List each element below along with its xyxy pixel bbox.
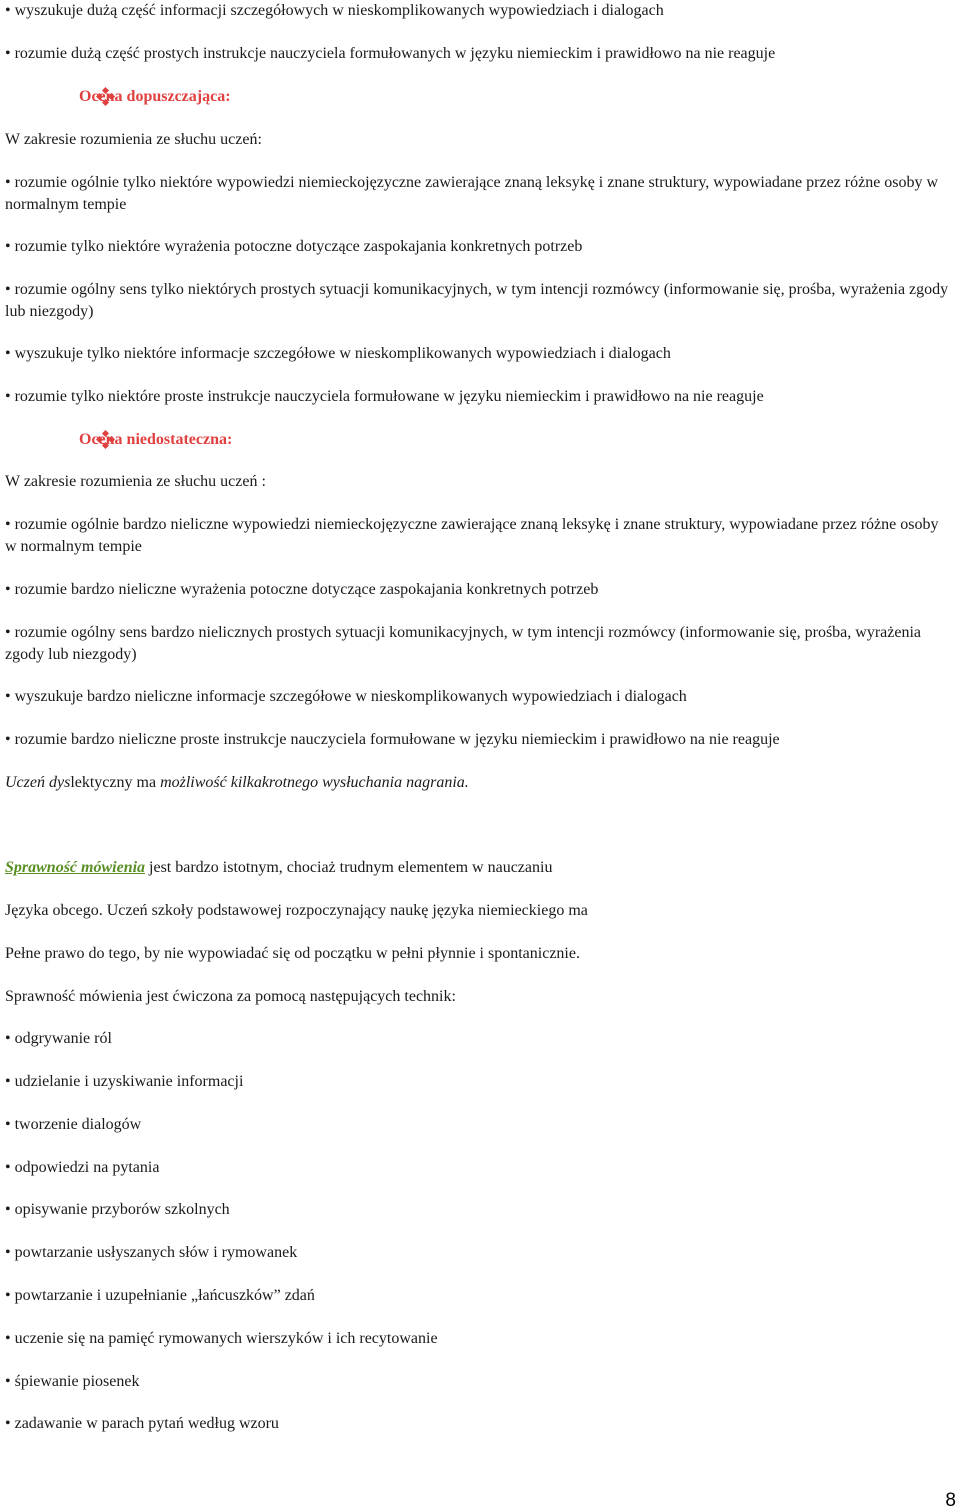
- list-item: • rozumie ogólny sens bardzo nielicznych prostych sytuacji komunikacyjnych, w tym intencji rozmówcy (informowanie się, prośba, wyrażenia zgody lub niezgody): [5, 624, 922, 663]
- list-item: • rozumie ogólnie bardzo nieliczne wypowiedzi niemieckojęzyczne zawierające znaną leksykę i znane struktury, wypowiadane przez różne osoby w normalnym tempie: [5, 516, 939, 555]
- technique-item: • śpiewanie piosenek: [5, 1373, 140, 1390]
- dyslexia-note-part: Uczeń: [5, 774, 49, 791]
- speaking-paragraph-line: [5, 857, 950, 879]
- technique-item: • powtarzanie usłyszanych słów i rymowanek: [5, 1244, 298, 1261]
- technique-item: • odgrywanie ról: [5, 1030, 112, 1047]
- technique-item: • tworzenie dialogów: [5, 1116, 142, 1133]
- speaking-link[interactable]: Sprawność mówienia: [5, 859, 146, 876]
- heading-text: Ocena niedostateczna:: [79, 431, 233, 448]
- technique-item: • udzielanie i uzyskiwanie informacji: [5, 1073, 244, 1090]
- list-item: • rozumie ogólnie tylko niektóre wypowiedzi niemieckojęzyczne zawierające znaną leksykę i znane struktury, wypowiadane przez różne osoby w normalnym tempie: [5, 174, 939, 213]
- speaking-line-rest: jest bardzo istotnym, chociaż trudnym elementem w nauczaniu: [145, 859, 553, 876]
- heading-text: Ocena dopuszczająca:: [79, 88, 231, 105]
- dyslexia-note-part: lektyczny ma: [70, 774, 161, 791]
- speaking-paragraph-line: Języka obcego. Uczeń szkoły podstawowej rozpoczynający naukę języka niemieckiego ma: [5, 902, 588, 919]
- technique-item: • powtarzanie i uzupełnianie „łańcuszków” zdań: [5, 1287, 315, 1304]
- list-item: • wyszukuje dużą część informacji szczegółowych w nieskomplikowanych wypowiedziach i dialogach: [5, 2, 664, 19]
- list-item: • wyszukuje tylko niektóre informacje szczegółowe w nieskomplikowanych wypowiedziach i dialogach: [5, 345, 671, 362]
- dyslexia-note-part: możliwość kilkakrotnego wysłuchania nagrania.: [160, 774, 469, 791]
- technique-item: • odpowiedzi na pytania: [5, 1159, 160, 1176]
- list-item: • wyszukuje bardzo nieliczne informacje szczegółowe w nieskomplikowanych wypowiedziach i dialogach: [5, 688, 687, 705]
- speaking-paragraph-line: Pełne prawo do tego, by nie wypowiadać się od początku w pełni płynnie i spontanicznie.: [5, 945, 580, 962]
- list-item: • rozumie bardzo nieliczne wyrażenia potoczne dotyczące zaspokajania konkretnych potrzeb: [5, 581, 599, 598]
- dyslexia-note: [5, 772, 950, 794]
- dyslexia-note-part: dys: [48, 774, 71, 791]
- list-item: • rozumie tylko niektóre wyrażenia potoczne dotyczące zaspokajania konkretnych potrzeb: [5, 238, 583, 255]
- list-item: • rozumie tylko niektóre proste instrukcje nauczyciela formułowane w języku niemieckim i prawidłowo na nie reaguje: [5, 388, 764, 405]
- technique-item: • opisywanie przyborów szkolnych: [5, 1201, 230, 1218]
- list-item: • rozumie ogólny sens tylko niektórych prostych sytuacji komunikacyjnych, w tym intencji rozmówcy (informowanie się, prośba, wyrażenia zgody lub niezgody): [5, 281, 949, 320]
- technique-item: • uczenie się na pamięć rymowanych wierszyków i ich recytowanie: [5, 1330, 438, 1347]
- section-intro: W zakresie rozumienia ze słuchu uczeń:: [5, 131, 262, 148]
- section-intro: W zakresie rozumienia ze słuchu uczeń :: [5, 473, 266, 490]
- page-number: 8: [945, 1490, 956, 1511]
- technique-item: • zadawanie w parach pytań według wzoru: [5, 1415, 279, 1432]
- list-item: • rozumie dużą część prostych instrukcje nauczyciela formułowanych w języku niemieckim i prawidłowo na nie reaguje: [5, 45, 776, 62]
- list-item: • rozumie bardzo nieliczne proste instrukcje nauczyciela formułowane w języku niemieckim i prawidłowo na nie reaguje: [5, 731, 780, 748]
- speaking-paragraph-line: Sprawność mówienia jest ćwiczona za pomocą następujących technik:: [5, 988, 456, 1005]
